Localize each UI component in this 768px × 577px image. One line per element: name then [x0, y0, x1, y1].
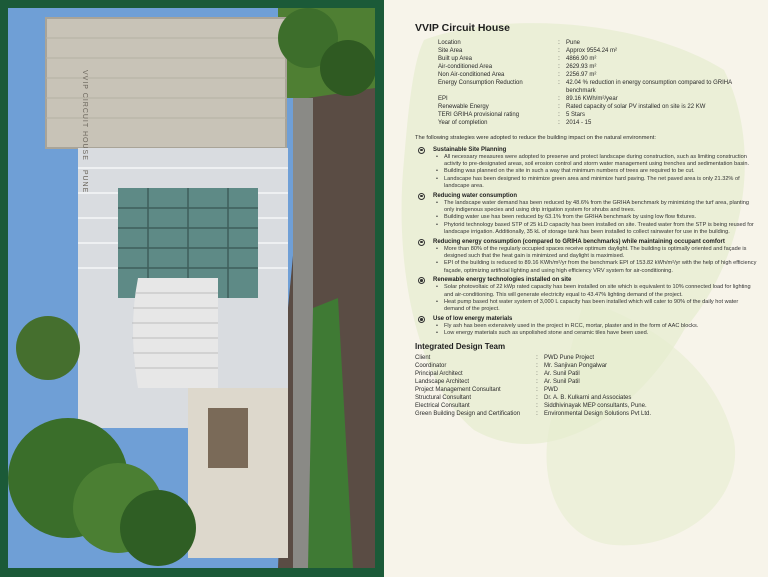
strategy-point: • Solar photovoltaic of 22 kWp rated capacity has been installed on site which is equivalent to 10% connected load for lighting and air-conditioning. This will generate electricity equal to 43.47% lighting demand of the project. — [433, 284, 760, 299]
strategy-section — [415, 146, 760, 191]
strategy-point: • Building water use has been reduced by 63.1% from the GRIHA benchmark by using low flow fixtures. — [433, 214, 760, 221]
detail-value: Pune — [566, 40, 581, 46]
strategy-section — [415, 192, 760, 237]
detail-value: 42.04 % reduction in energy consumption compared to GRIHA benchmark — [566, 80, 732, 94]
detail-value: 4866.90 m² — [566, 56, 597, 62]
strategy-title: Renewable energy technologies installed on site — [433, 277, 572, 284]
detail-colon: : — [558, 40, 560, 46]
team-name: Mr. Sanjivan Pongalwar — [544, 362, 608, 369]
building-photo-illustration — [8, 8, 375, 568]
team-role: Coordinator — [415, 362, 447, 369]
strategy-point: • Low energy materials such as unpolished stone and ceramic tiles have been used. — [433, 330, 760, 337]
team-row — [415, 370, 714, 378]
team-name: PWD Pune Project — [544, 354, 595, 361]
detail-value: 5 Stars — [566, 112, 586, 118]
bullet-circle-icon — [418, 193, 425, 200]
detail-row — [415, 111, 736, 119]
strategy-point: • Landscape has been designed to minimize green area and minimize hard paving. The net paved area is only 21.32% of landscape area. — [433, 176, 760, 191]
strategy-point: • Fly ash has been extensively used in the project in RCC, mortar, plaster and in the form of AAC blocks. — [433, 323, 760, 330]
bullet-circle-icon — [418, 239, 425, 246]
strategy-section — [415, 238, 760, 276]
strategies-intro: The following strategies were adopted to reduce the building impact on the natural environment: — [415, 135, 656, 141]
strategy-point: • More than 80% of the regularly occupied spaces receive optimum daylight. The building is optimally oriented and façade is designed such that the heat gain is minimized and daylight is maximised. — [433, 246, 760, 261]
strategy-section — [415, 315, 760, 338]
detail-label: Location — [438, 40, 461, 46]
detail-label: Renewable Energy — [438, 104, 489, 110]
team-name: Environmental Design Solutions Pvt Ltd. — [544, 410, 652, 417]
bullet-circle-icon — [418, 316, 425, 323]
detail-row — [415, 47, 736, 55]
detail-colon: : — [558, 56, 560, 62]
detail-value: 2256.97 m² — [566, 72, 597, 78]
team-role: Principal Architect — [415, 370, 463, 377]
strategy-point: • EPI of the building is reduced to 89.16 KWh/m²/yr from the benchmark EPI of 153.82 kWh/m²/yr with the help of high efficiency façade, optimizing artificial lighting and using high efficiency VRV system for air-conditioning. — [433, 260, 760, 275]
team-colon: : — [536, 354, 538, 361]
strategy-point: • All necessary measures were adopted to preserve and protect landscape during construction, such as limiting construction activity to pre-designated areas, soil erosion control and storm water management using trenches and sedimentation basin. — [433, 154, 760, 169]
team-row — [415, 378, 714, 386]
strategy-point: • Building was planned on the site in such a way that minimum numbers of trees are required to be cut. — [433, 168, 760, 175]
team-colon: : — [536, 386, 538, 393]
bullet-circle-icon — [418, 277, 425, 284]
team-row — [415, 354, 714, 362]
detail-row — [415, 55, 736, 63]
detail-label: EPI — [438, 96, 448, 102]
team-colon: : — [536, 402, 538, 409]
detail-value: Rated capacity of solar PV installed on site is 22 KW — [566, 104, 706, 110]
detail-colon: : — [558, 120, 560, 126]
detail-colon: : — [558, 112, 560, 118]
detail-colon: : — [558, 64, 560, 70]
strategy-title: Use of low energy materials — [433, 315, 513, 322]
detail-value: 2629.93 m² — [566, 64, 597, 70]
detail-colon: : — [558, 80, 560, 86]
detail-value: Approx 9554.24 m² — [566, 48, 618, 54]
strategy-title: Sustainable Site Planning — [433, 146, 507, 153]
strategy-point: • The landscape water demand has been reduced by 48.6% from the GRIHA benchmark by minimizing the turf area, planting only indigenous species and using drip irrigation system for shrubs and trees. — [433, 200, 760, 215]
text-panel — [384, 0, 768, 577]
team-title: Integrated Design Team — [415, 341, 506, 351]
detail-label: Year of completion — [438, 120, 488, 126]
team-colon: : — [536, 410, 538, 417]
building-photo — [8, 8, 375, 568]
team-role: Client — [415, 354, 431, 361]
detail-label: TERI GRIHA provisional rating — [438, 112, 520, 118]
bullet-circle-icon — [418, 147, 425, 154]
strategy-point: • Phytorid technology based STP of 25 kLD capacity has been installed on site. Treated water from the STP is being reused for landscape irrigation. Additionally, 35 kL of storage tank has been installed to collect rainwater for use in the building. — [433, 222, 760, 237]
detail-row — [415, 71, 736, 79]
detail-label: Site Area — [438, 48, 463, 54]
detail-row — [415, 119, 736, 127]
detail-row — [415, 103, 736, 111]
detail-colon: : — [558, 104, 560, 110]
detail-value: 89.16 KWh/m²/year — [566, 96, 618, 102]
team-colon: : — [536, 378, 538, 385]
team-row — [415, 410, 714, 418]
team-role: Green Building Design and Certification — [415, 410, 521, 417]
sign-text: VVIP CIRCUIT HOUSE — [81, 70, 88, 161]
detail-row — [415, 39, 736, 47]
strategies-list — [415, 146, 760, 338]
detail-colon: : — [558, 72, 560, 78]
detail-row — [415, 79, 736, 95]
strategy-title: Reducing energy consumption (compared to GRIHA benchmarks) while maintaining occupant comfort — [433, 238, 725, 245]
team-role: Landscape Architect — [415, 378, 470, 385]
team-row — [415, 362, 714, 370]
team-role: Project Management Consultant — [415, 386, 501, 393]
team-colon: : — [536, 394, 538, 401]
detail-row — [415, 63, 736, 71]
team-row — [415, 402, 714, 410]
team-role: Structural Consultant — [415, 394, 472, 401]
team-name: Ar. Sunil Patil — [544, 370, 580, 377]
detail-colon: : — [558, 48, 560, 54]
sign-subtext: PUNE — [81, 169, 88, 194]
building-sign — [81, 70, 88, 193]
team-name: Dr. A. B. Kulkarni and Associates — [544, 394, 632, 401]
team-name: PWD — [544, 386, 558, 393]
detail-row — [415, 95, 736, 103]
detail-value: 2014 - 15 — [566, 120, 592, 126]
strategy-section — [415, 276, 760, 314]
content — [415, 22, 760, 418]
page-title: VVIP Circuit House — [415, 22, 510, 34]
detail-label: Non Air-conditioned Area — [438, 72, 505, 78]
team-colon: : — [536, 362, 538, 369]
team-name: Ar. Sunil Patil — [544, 378, 580, 385]
detail-label: Air-conditioned Area — [438, 64, 493, 70]
detail-label: Built up Area — [438, 56, 473, 62]
strategy-title: Reducing water consumption — [433, 192, 518, 199]
team-row — [415, 386, 714, 394]
detail-label: Energy Consumption Reduction — [438, 80, 523, 86]
project-details-table — [415, 39, 736, 127]
team-name: Siddhivinayak MEP consultants, Pune. — [544, 402, 647, 409]
strategy-point: • Heat pump based hot water system of 3,000 L capacity has been installed which will cater to 90% of the daily hot water demand of the project. — [433, 299, 760, 314]
team-colon: : — [536, 370, 538, 377]
team-table — [415, 354, 714, 418]
team-row — [415, 394, 714, 402]
detail-colon: : — [558, 96, 560, 102]
team-role: Electrical Consultant — [415, 402, 470, 409]
